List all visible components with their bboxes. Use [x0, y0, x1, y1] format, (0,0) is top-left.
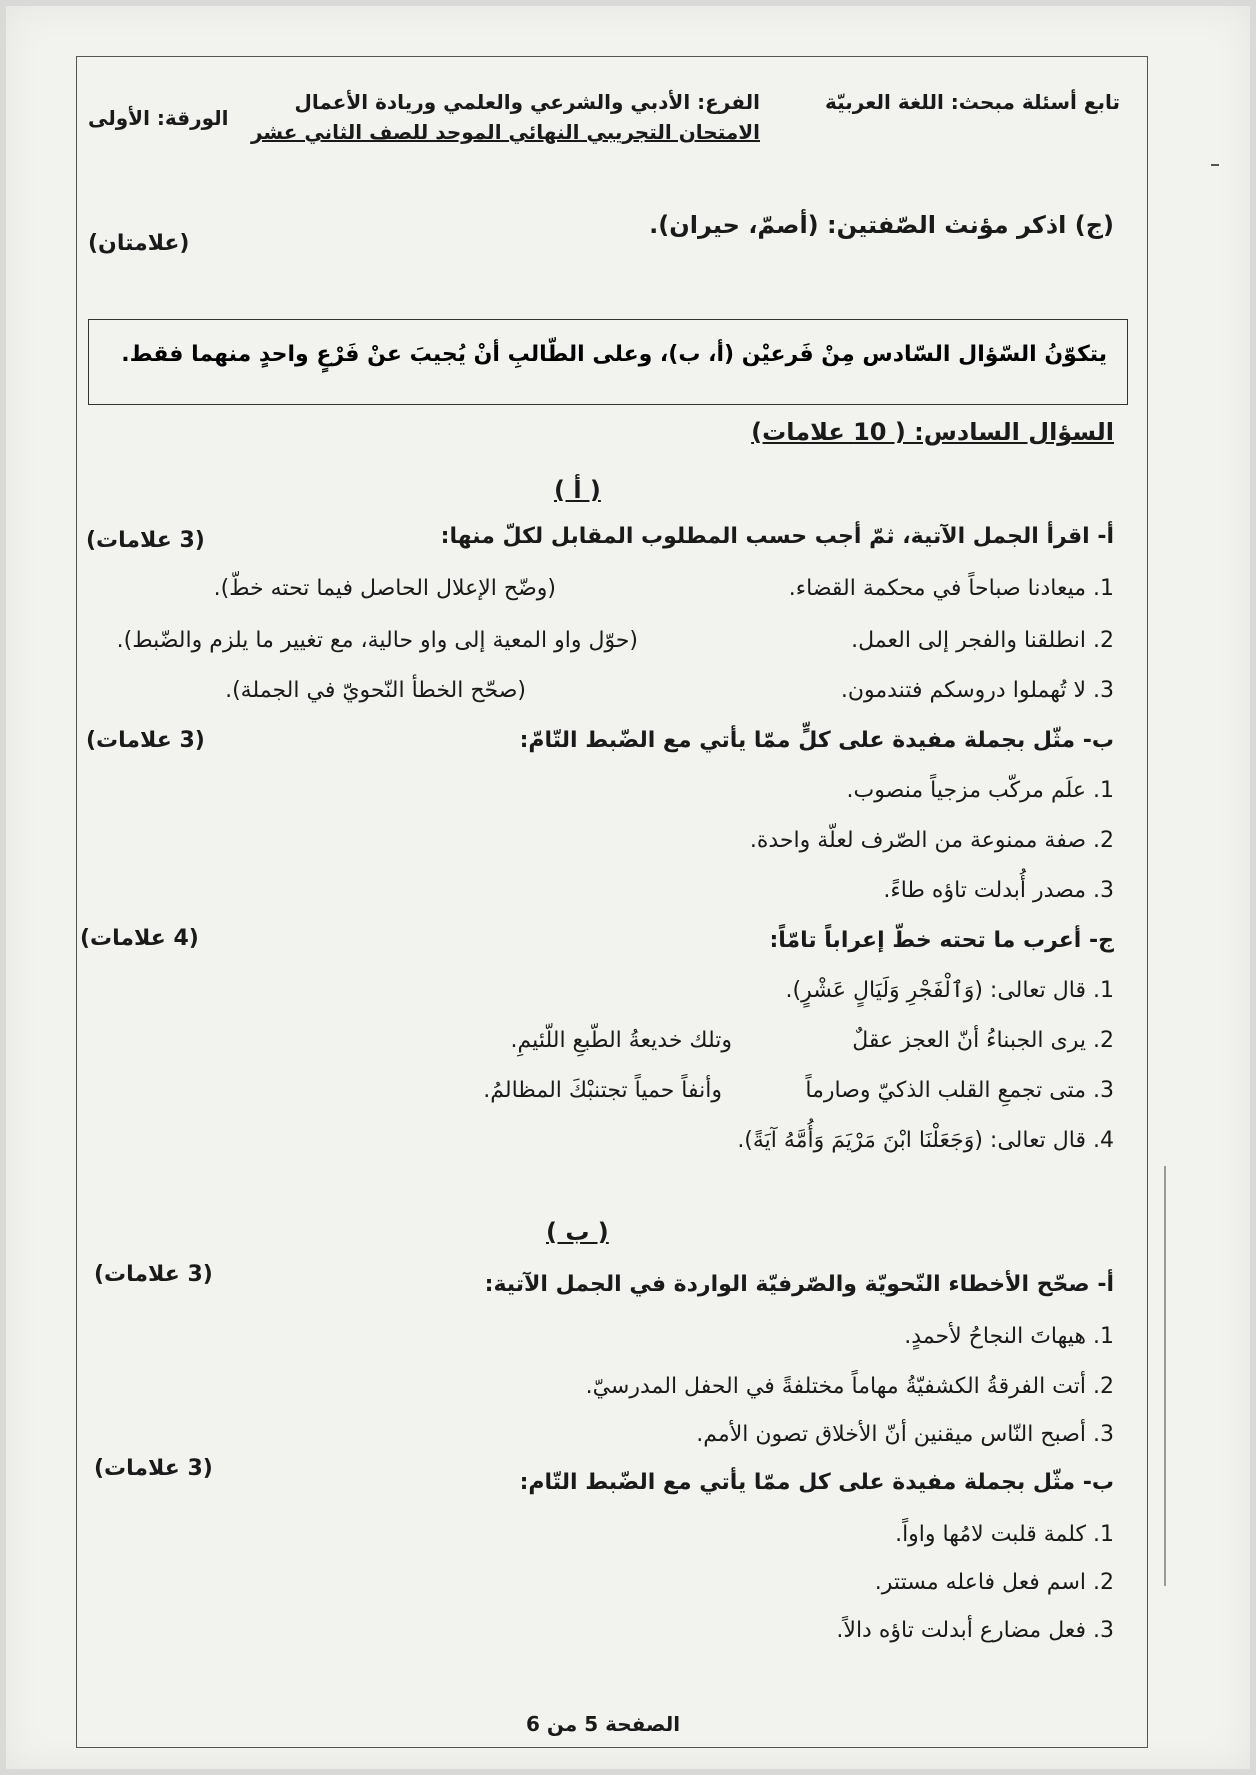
branch-a-part-c-item-4: 4. قال تعالى: (وَجَعَلْنَا ابْنَ مَرْيَمَ وَأُمَّهُ آيَةً).: [737, 1128, 1114, 1153]
marks-feminine: (علامتان): [88, 231, 190, 256]
branch-a-part-c-title: ج- أعرب ما تحته خطّ إعراباً تامّاً:: [769, 928, 1114, 953]
branch-b-part-a-item-3: 3. أصبح النّاس ميقنين أنّ الأخلاق تصون الأمم.: [696, 1422, 1114, 1447]
branch-a-part-a-task-1: (وضّح الإعلال الحاصل فيما تحته خطّ).: [213, 576, 556, 601]
margin-mark: [1211, 164, 1219, 166]
branch-a-part-b-item-3: 3. مصدر أُبدلت تاؤه طاءً.: [883, 878, 1114, 903]
header-exam-title: الامتحان التجريبي النهائي الموحد للصف الثاني عشر: [250, 120, 760, 144]
branch-b-label: ( ب ): [546, 1218, 609, 1246]
branch-b-part-b-marks: (3 علامات): [94, 1456, 213, 1481]
branch-b-part-b-item-1: 1. كلمة قلبت لامُها واواً.: [895, 1522, 1114, 1547]
branch-a-part-b-item-2: 2. صفة ممنوعة من الصّرف لعلّة واحدة.: [749, 828, 1114, 853]
branch-b-part-a-item-1: 1. هيهاتَ النجاحُ لأحمدٍ.: [904, 1324, 1114, 1349]
branch-a-part-b-marks: (3 علامات): [86, 728, 205, 753]
instruction-text: يتكوّنُ السّؤال السّادس مِنْ فَرعيْن (أ، ب)، وعلى الطّالبِ أنْ يُجيبَ عنْ فَرْعٍ واحدٍ منهما فقط.: [121, 342, 1107, 367]
branch-a-part-a-item-3: 3. لا تُهملوا دروسكم فتندمون.: [840, 678, 1114, 703]
header-paper: الورقة: الأولى: [88, 106, 229, 130]
header-branch: الفرع: الأدبي والشرعي والعلمي وريادة الأعمال: [294, 90, 760, 114]
branch-a-label: ( أ ): [554, 476, 601, 504]
branch-a-part-b-title: ب- مثّل بجملة مفيدة على كلٍّ ممّا يأتي مع الضّبط التّامّ:: [519, 728, 1114, 753]
branch-b-part-a-marks: (3 علامات): [94, 1262, 213, 1287]
branch-a-part-b-item-1: 1. علَم مركّب مزجياً منصوب.: [846, 778, 1114, 803]
branch-a-part-c-item-1: 1. قال تعالى: (وَٱلْفَجْرِ وَلَيَالٍ عَشْرٍ).: [785, 978, 1114, 1003]
branch-a-part-c-marks: (4 علامات): [80, 926, 199, 951]
branch-a-part-a-title: أ- اقرأ الجمل الآتية، ثمّ أجب حسب المطلوب المقابل لكلّ منها:: [440, 524, 1114, 549]
margin-line: [1164, 1166, 1166, 1586]
branch-a-part-c-item-3-second: وأنفاً حمياً تجتنبْكَ المظالمُ.: [483, 1078, 722, 1103]
branch-a-part-a-item-1: 1. ميعادنا صباحاً في محكمة القضاء.: [788, 576, 1114, 601]
instruction-box: [88, 319, 1128, 405]
branch-b-part-a-item-2: 2. أتت الفرقةُ الكشفيّةُ مهاماً مختلفةً في الحفل المدرسيّ.: [585, 1374, 1114, 1399]
branch-a-part-c-item-2-second: وتلك خديعةُ الطّبعِ اللّئيمِ.: [510, 1028, 732, 1053]
branch-a-part-c-item-3-first: 3. متى تجمعِ القلب الذكيّ وصارماً: [805, 1078, 1114, 1103]
page-number: الصفحة 5 من 6: [526, 1712, 681, 1736]
branch-b-part-b-item-2: 2. اسم فعل فاعله مستتر.: [874, 1570, 1114, 1595]
branch-a-part-a-task-3: (صحّح الخطأ النّحويّ في الجملة).: [225, 678, 526, 703]
branch-b-part-a-title: أ- صحّح الأخطاء النّحويّة والصّرفيّة الواردة في الجمل الآتية:: [484, 1272, 1114, 1297]
question-6-title: السؤال السادس: ( 10 علامات): [751, 418, 1114, 446]
branch-b-part-b-title: ب- مثّل بجملة مفيدة على كل ممّا يأتي مع الضّبط التّام:: [519, 1470, 1114, 1495]
header-subject: تابع أسئلة مبحث: اللغة العربيّة: [825, 90, 1120, 114]
branch-b-part-b-item-3: 3. فعل مضارع أبدلت تاؤه دالاً.: [836, 1618, 1114, 1643]
branch-a-part-a-item-2: 2. انطلقنا والفجر إلى العمل.: [851, 628, 1114, 653]
branch-a-part-c-item-2-first: 2. يرى الجبناءُ أنّ العجز عقلٌ: [852, 1028, 1114, 1053]
branch-a-part-a-task-2: (حوّل واو المعية إلى واو حالية، مع تغيير ما يلزم والضّبط).: [116, 628, 638, 653]
question-feminine: (ج) اذكر مؤنث الصّفتين: (أصمّ، حيران).: [649, 211, 1114, 239]
exam-page: [6, 6, 1250, 1769]
branch-a-part-a-marks: (3 علامات): [86, 528, 205, 553]
